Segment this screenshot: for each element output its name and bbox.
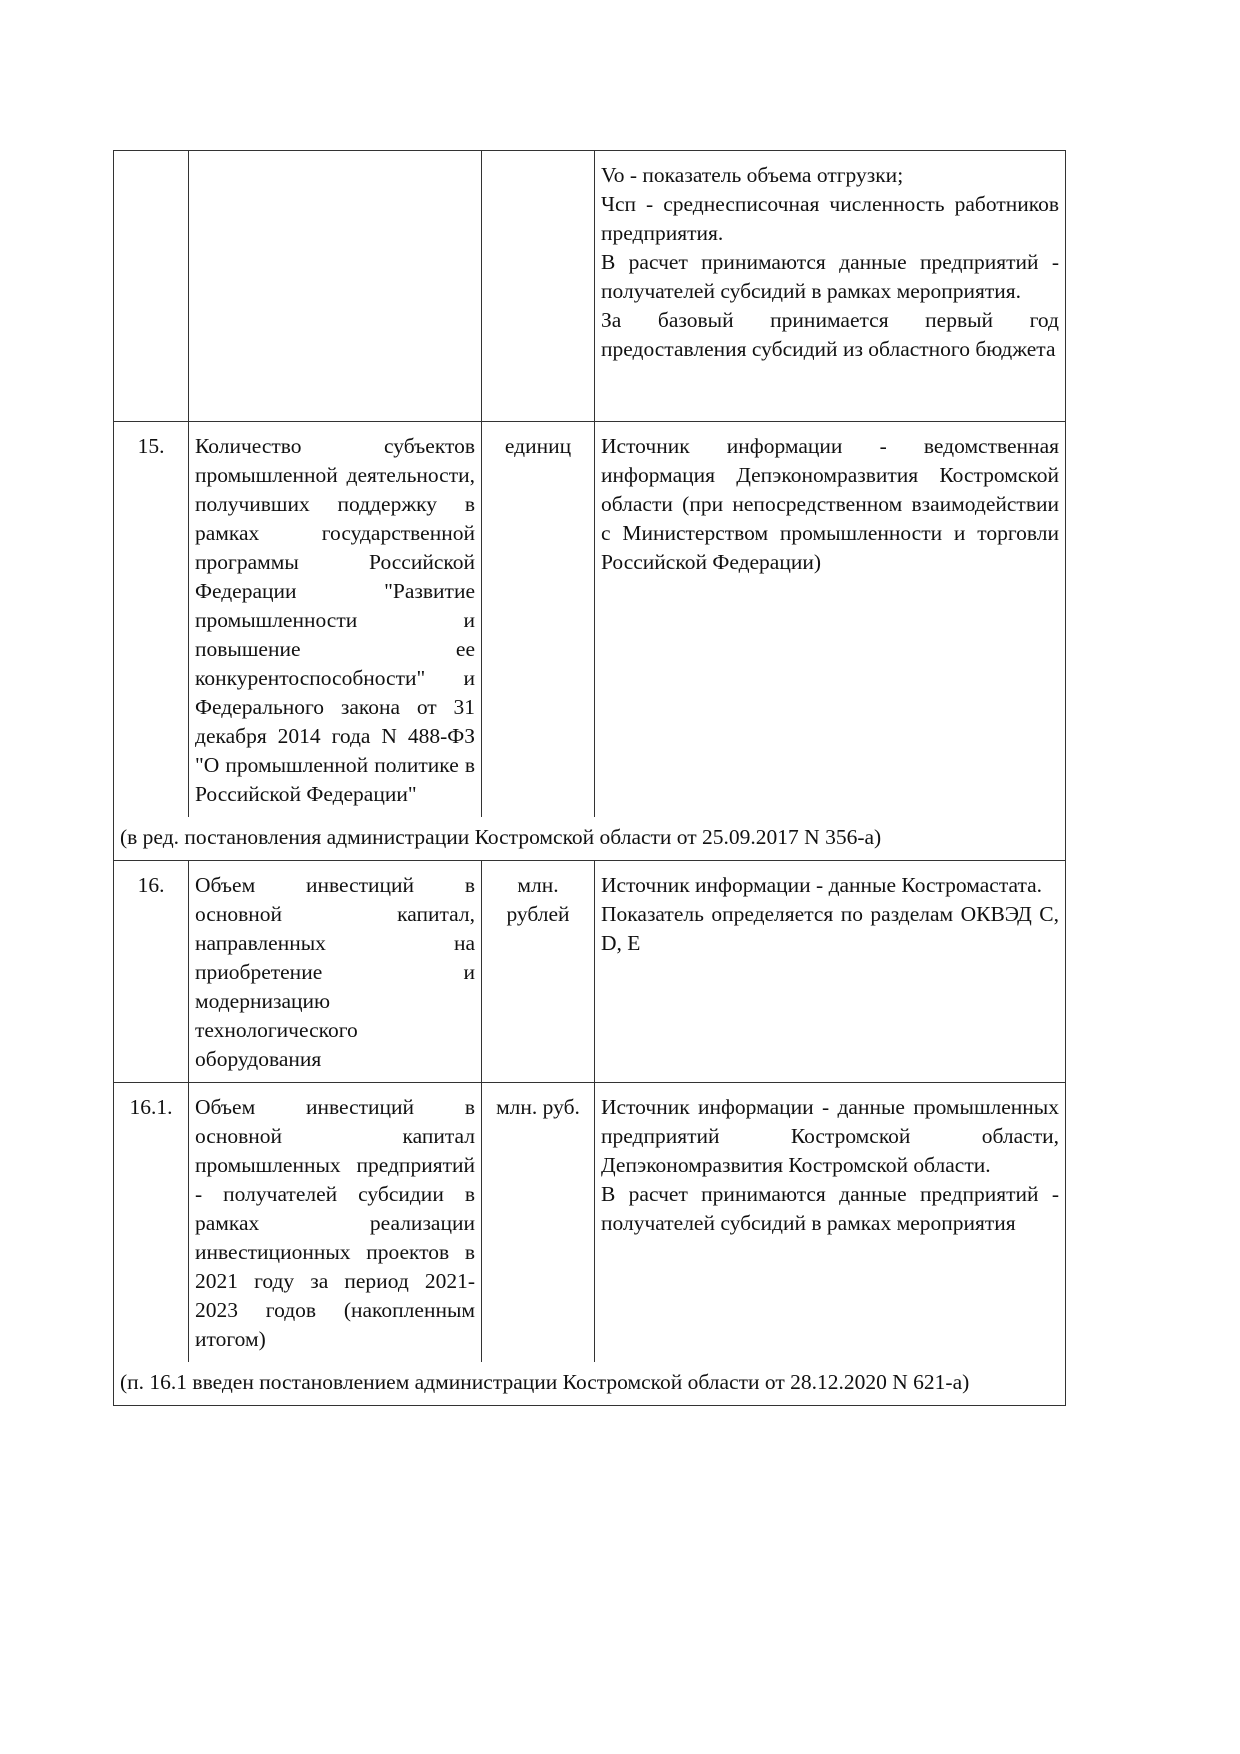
description-line: Чсп - среднесписочная численность работников предприятия.	[601, 192, 1059, 245]
description-line: Источник информации - данные промышленных предприятий Костромской области, Депэкономразвития Костромской области.	[601, 1095, 1059, 1177]
unit	[482, 151, 595, 422]
description-line: Показатель определяется по разделам ОКВЭД C, D, E	[601, 902, 1059, 955]
table-row	[114, 861, 1066, 1083]
row-number: 16.1.	[114, 1083, 189, 1363]
amendment-note-row	[114, 817, 1066, 861]
description-line: В расчет принимаются данные предприятий - получателей субсидий в рамках мероприятия.	[601, 250, 1059, 303]
amendment-note: (п. 16.1 введен постановлением администрации Костромской области от 28.12.2020 N 621-а)	[114, 1362, 1066, 1406]
description	[595, 1083, 1066, 1363]
row-number	[114, 151, 189, 422]
amendment-note-row	[114, 1362, 1066, 1406]
indicator-name: Объем инвестиций в основной капитал промышленных предприятий - получателей субсидии в рамках реализации инвестиционных проектов в 2021 году за период 2021-2023 годов (накопленным итогом)	[189, 1083, 482, 1363]
indicator-name: Объем инвестиций в основной капитал, направленных на приобретение и модернизацию технологического оборудования	[189, 861, 482, 1083]
description	[595, 422, 1066, 818]
description	[595, 861, 1066, 1083]
amendment-note: (в ред. постановления администрации Костромской области от 25.09.2017 N 356-а)	[114, 817, 1066, 861]
indicator-name: Количество субъектов промышленной деятельности, получивших поддержку в рамках государственной программы Российской Федерации "Развитие промышленности и повышение ее конкурентоспособности" и Федерального закона от 31 декабря 2014 года N 488-ФЗ "О промышленной политике в Российской Федерации"	[189, 422, 482, 818]
table-row	[114, 422, 1066, 818]
indicator-name	[189, 151, 482, 422]
description-line: Источник информации - данные Костромастата.	[601, 873, 1043, 897]
unit: млн. рублей	[482, 861, 595, 1083]
unit: млн. руб.	[482, 1083, 595, 1363]
row-number: 15.	[114, 422, 189, 818]
description-line: Vo - показатель объема отгрузки;	[601, 163, 904, 187]
row-number: 16.	[114, 861, 189, 1083]
table-row	[114, 1083, 1066, 1363]
indicators-table	[113, 150, 1066, 1406]
description-line: За базовый принимается первый год предоставления субсидий из областного бюджета	[601, 308, 1059, 361]
unit: единиц	[482, 422, 595, 818]
description-line: Источник информации - ведомственная информация Депэкономразвития Костромской области (при непосредственном взаимодействии с Министерством промышленности и торговли Российской Федерации)	[601, 434, 1059, 574]
description	[595, 151, 1066, 422]
description-line: В расчет принимаются данные предприятий - получателей субсидий в рамках мероприятия	[601, 1182, 1059, 1235]
table-row	[114, 151, 1066, 422]
